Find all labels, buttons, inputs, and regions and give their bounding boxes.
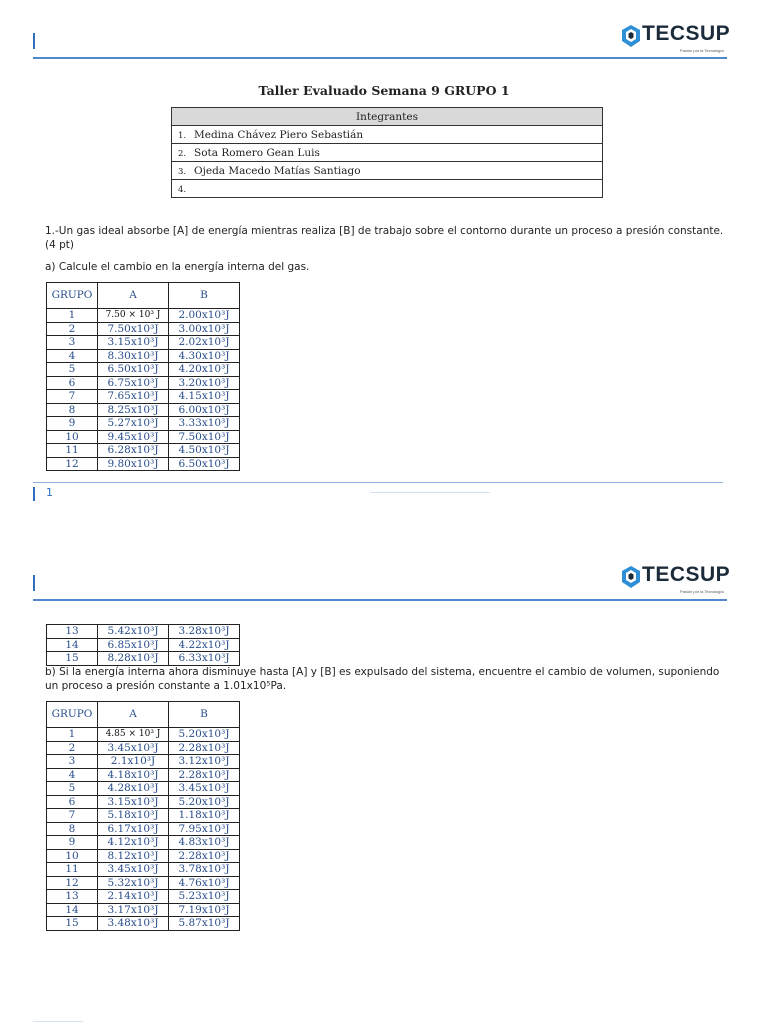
cell-b: 3.33x10³J xyxy=(169,417,240,431)
cell-a: 4.28x10³J xyxy=(98,782,169,796)
cell-grupo: 2 xyxy=(47,322,98,336)
cell-a: 5.32x10³J xyxy=(98,876,169,890)
cell-b: 3.28x10³J xyxy=(169,625,240,639)
table-row xyxy=(47,444,240,458)
table-row xyxy=(47,768,240,782)
members-table xyxy=(171,107,603,198)
table-row xyxy=(47,782,240,796)
page-divider xyxy=(370,492,490,493)
cell-b: 6.00x10³J xyxy=(169,403,240,417)
cell-b: 6.50x10³J xyxy=(169,457,240,471)
cell-a: 6.75x10³J xyxy=(98,376,169,390)
table-row xyxy=(47,876,240,890)
question-1b-text: b) Si la energía interna ahora disminuye hasta [A] y [B] es expulsado del sistema, encuentre el cambio de volumen, suponiendo un proceso a presión constante a 1.01x10⁵Pa. xyxy=(45,666,720,692)
cell-b: 3.78x10³J xyxy=(169,863,240,877)
cell-a: 2.1x10³J xyxy=(98,755,169,769)
cell-a: 6.28x10³J xyxy=(98,444,169,458)
table-row xyxy=(47,863,240,877)
cell-a: 4.12x10³J xyxy=(98,836,169,850)
cell-grupo: 1 xyxy=(47,309,98,323)
table-row xyxy=(47,809,240,823)
member-row xyxy=(172,126,603,144)
cell-a: 3.45x10³J xyxy=(98,741,169,755)
cell-b: 2.28x10³J xyxy=(169,741,240,755)
cell-a: 3.48x10³J xyxy=(98,917,169,931)
cell-grupo: 6 xyxy=(47,376,98,390)
cell-grupo: 14 xyxy=(47,903,98,917)
cell-grupo: 14 xyxy=(47,638,98,652)
cell-b: 5.20x10³J xyxy=(169,795,240,809)
member-row xyxy=(172,162,603,180)
col-header-b: B xyxy=(169,283,240,309)
member-number: 2. xyxy=(178,148,187,159)
cell-b: 2.00x10³J xyxy=(169,309,240,323)
table-row xyxy=(47,822,240,836)
cell-a: 6.17x10³J xyxy=(98,822,169,836)
data-table-part-b xyxy=(46,701,240,931)
cell-b: 4.30x10³J xyxy=(169,349,240,363)
cell-grupo: 15 xyxy=(47,652,98,666)
question-1a-text: a) Calcule el cambio en la energía interna del gas. xyxy=(45,261,310,273)
cell-b: 4.20x10³J xyxy=(169,363,240,377)
cell-b: 1.18x10³J xyxy=(169,809,240,823)
cell-a: 7.50x10³J xyxy=(98,322,169,336)
cell-a: 3.15x10³J xyxy=(98,336,169,350)
cell-grupo: 3 xyxy=(47,755,98,769)
cell-a: 7.65x10³J xyxy=(98,390,169,404)
cell-a: 9.80x10³J xyxy=(98,457,169,471)
cell-a: 4.85 × 10³ J xyxy=(98,728,169,742)
question-1-text: 1.-Un gas ideal absorbe [A] de energía mientras realiza [B] de trabajo sobre el contorno durante un proceso a presión constante. (4 pt) xyxy=(45,225,724,251)
cell-b: 4.15x10³J xyxy=(169,390,240,404)
cell-grupo: 10 xyxy=(47,849,98,863)
table-row xyxy=(47,917,240,931)
cell-grupo: 8 xyxy=(47,822,98,836)
tecsup-logo xyxy=(620,22,731,54)
page-number-bar xyxy=(33,487,35,501)
cursor-bar xyxy=(33,575,35,591)
cell-grupo: 1 xyxy=(47,728,98,742)
footer-rule xyxy=(33,482,723,483)
table-row xyxy=(47,795,240,809)
cell-a: 5.42x10³J xyxy=(98,625,169,639)
member-number: 3. xyxy=(178,166,187,177)
cell-grupo: 7 xyxy=(47,390,98,404)
cell-grupo: 10 xyxy=(47,430,98,444)
cell-b: 4.83x10³J xyxy=(169,836,240,850)
table-row xyxy=(47,638,240,652)
cell-grupo: 4 xyxy=(47,768,98,782)
table-row xyxy=(47,903,240,917)
members-header: Integrantes xyxy=(172,108,603,126)
table-row xyxy=(47,336,240,350)
cell-b: 3.00x10³J xyxy=(169,322,240,336)
cell-a: 2.14x10³J xyxy=(98,890,169,904)
member-row xyxy=(172,144,603,162)
table-row xyxy=(47,349,240,363)
table-row xyxy=(47,728,240,742)
page-bottom-mark xyxy=(33,1021,83,1022)
cell-a: 6.50x10³J xyxy=(98,363,169,377)
header-rule xyxy=(33,599,727,601)
table-row xyxy=(47,363,240,377)
cell-b: 5.87x10³J xyxy=(169,917,240,931)
member-name: Sota Romero Gean Luis xyxy=(194,146,320,159)
cell-b: 2.28x10³J xyxy=(169,768,240,782)
cell-b: 4.76x10³J xyxy=(169,876,240,890)
table-row xyxy=(47,849,240,863)
cell-a: 3.17x10³J xyxy=(98,903,169,917)
cell-grupo: 4 xyxy=(47,349,98,363)
col-header-grupo: GRUPO xyxy=(47,283,98,309)
brand-tagline: Pasión por la Tecnología xyxy=(680,48,724,53)
table-row xyxy=(47,836,240,850)
table-row xyxy=(47,376,240,390)
cell-a: 5.18x10³J xyxy=(98,809,169,823)
table-row xyxy=(47,430,240,444)
cell-a: 7.50 × 10³ J xyxy=(98,309,169,323)
cell-b: 4.22x10³J xyxy=(169,638,240,652)
data-table-part-a-continued xyxy=(46,624,240,666)
cell-grupo: 13 xyxy=(47,625,98,639)
table-row xyxy=(47,390,240,404)
cell-grupo: 11 xyxy=(47,444,98,458)
page-title: Taller Evaluado Semana 9 GRUPO 1 xyxy=(258,83,510,98)
cell-b: 5.23x10³J xyxy=(169,890,240,904)
cell-grupo: 9 xyxy=(47,836,98,850)
cell-b: 7.50x10³J xyxy=(169,430,240,444)
table-row xyxy=(47,322,240,336)
cell-grupo: 12 xyxy=(47,876,98,890)
col-header-a: A xyxy=(98,283,169,309)
table-row xyxy=(47,755,240,769)
member-name: Medina Chávez Piero Sebastián xyxy=(194,128,364,141)
member-name: Ojeda Macedo Matías Santiago xyxy=(194,164,361,177)
cell-b: 2.02x10³J xyxy=(169,336,240,350)
member-row xyxy=(172,180,603,198)
cell-a: 3.45x10³J xyxy=(98,863,169,877)
data-table-part-a xyxy=(46,282,240,471)
cell-b: 3.20x10³J xyxy=(169,376,240,390)
tecsup-emblem-icon xyxy=(620,24,642,48)
table-row xyxy=(47,417,240,431)
page-number: 1 xyxy=(46,486,53,499)
cell-grupo: 2 xyxy=(47,741,98,755)
col-header-grupo: GRUPO xyxy=(47,702,98,728)
cell-b: 6.33x10³J xyxy=(169,652,240,666)
cell-grupo: 7 xyxy=(47,809,98,823)
cell-grupo: 6 xyxy=(47,795,98,809)
cell-a: 9.45x10³J xyxy=(98,430,169,444)
cell-b: 3.45x10³J xyxy=(169,782,240,796)
cell-a: 8.12x10³J xyxy=(98,849,169,863)
cell-b: 7.19x10³J xyxy=(169,903,240,917)
cell-a: 8.28x10³J xyxy=(98,652,169,666)
cell-a: 6.85x10³J xyxy=(98,638,169,652)
table-row xyxy=(47,652,240,666)
cell-a: 8.30x10³J xyxy=(98,349,169,363)
cell-grupo: 3 xyxy=(47,336,98,350)
member-number: 1. xyxy=(178,130,187,141)
col-header-b: B xyxy=(169,702,240,728)
cell-b: 4.50x10³J xyxy=(169,444,240,458)
member-number: 4. xyxy=(178,184,187,195)
cell-b: 5.20x10³J xyxy=(169,728,240,742)
cursor-bar xyxy=(33,33,35,49)
cell-a: 5.27x10³J xyxy=(98,417,169,431)
cell-grupo: 5 xyxy=(47,363,98,377)
cell-grupo: 13 xyxy=(47,890,98,904)
cell-b: 3.12x10³J xyxy=(169,755,240,769)
tecsup-logo xyxy=(620,563,731,595)
cell-a: 8.25x10³J xyxy=(98,403,169,417)
cell-a: 4.18x10³J xyxy=(98,768,169,782)
cell-a: 3.15x10³J xyxy=(98,795,169,809)
cell-grupo: 9 xyxy=(47,417,98,431)
table-row xyxy=(47,309,240,323)
table-row xyxy=(47,403,240,417)
table-row xyxy=(47,890,240,904)
brand-tagline: Pasión por la Tecnología xyxy=(680,589,724,594)
table-row xyxy=(47,457,240,471)
tecsup-emblem-icon xyxy=(620,565,642,589)
header-rule xyxy=(33,57,727,59)
col-header-a: A xyxy=(98,702,169,728)
cell-b: 7.95x10³J xyxy=(169,822,240,836)
table-row xyxy=(47,741,240,755)
cell-grupo: 15 xyxy=(47,917,98,931)
brand-name: TECSUP xyxy=(642,563,731,586)
cell-grupo: 11 xyxy=(47,863,98,877)
cell-b: 2.28x10³J xyxy=(169,849,240,863)
cell-grupo: 5 xyxy=(47,782,98,796)
table-row xyxy=(47,625,240,639)
cell-grupo: 12 xyxy=(47,457,98,471)
cell-grupo: 8 xyxy=(47,403,98,417)
brand-name: TECSUP xyxy=(642,22,731,45)
